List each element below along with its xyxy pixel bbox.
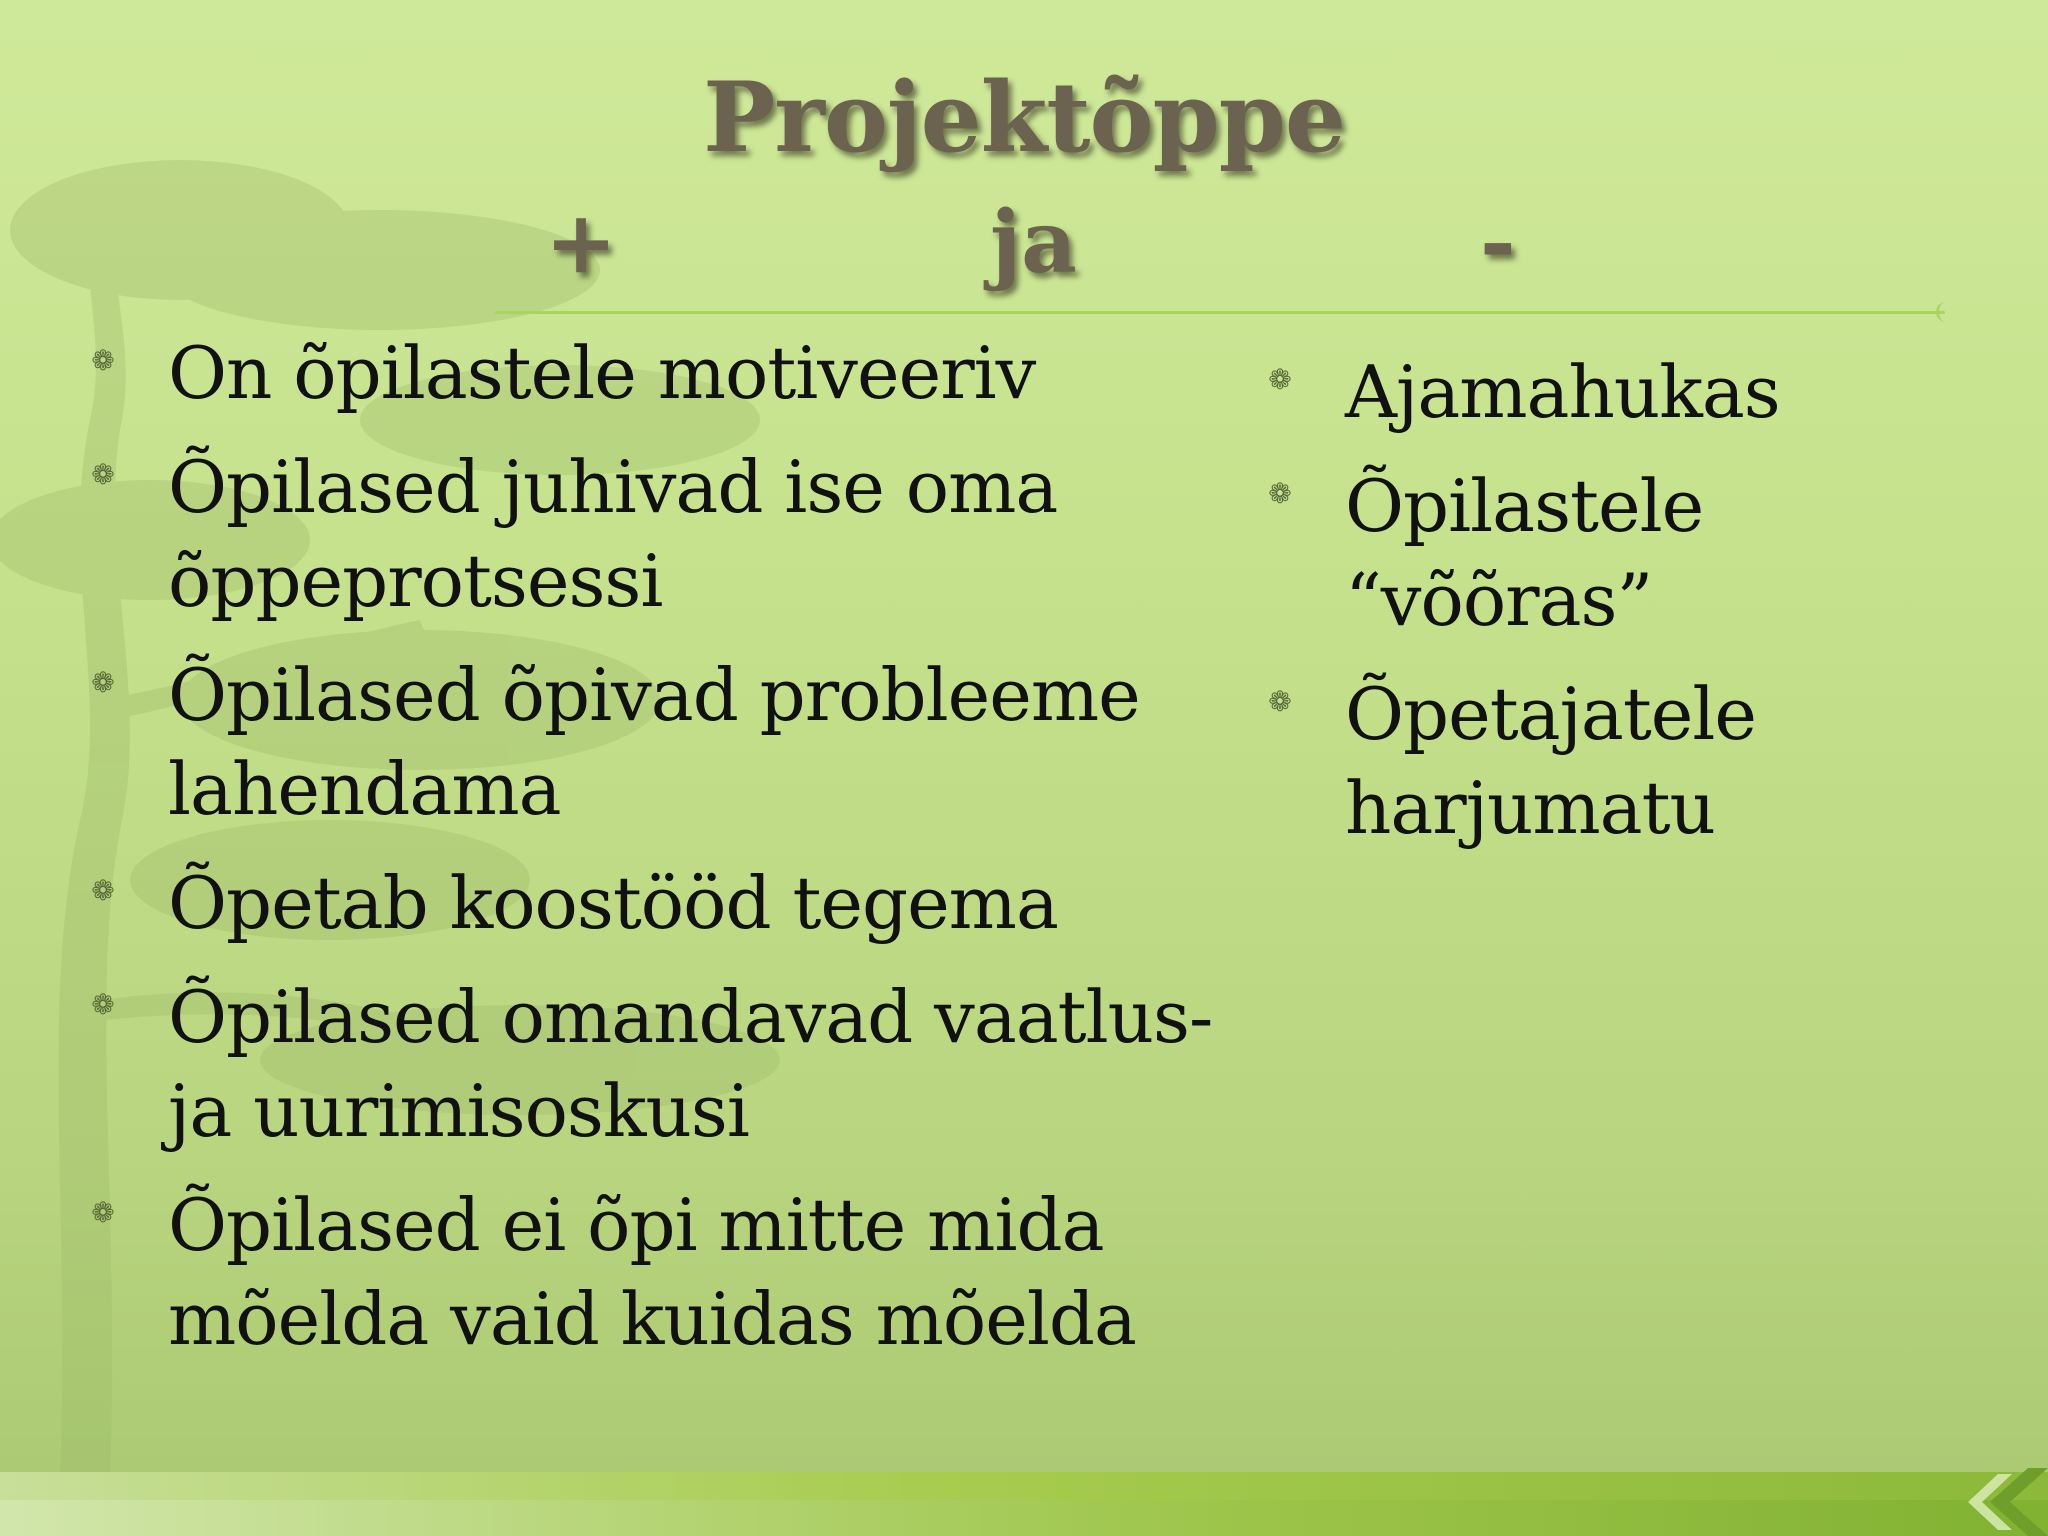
flower-bullet-icon: ❁ <box>1268 685 1292 718</box>
flower-bullet-icon: ❁ <box>91 874 115 907</box>
disadvantage-text: Ajamahukas <box>1345 350 1780 434</box>
flower-bullet-icon: ❁ <box>1268 363 1292 396</box>
advantage-text: On õpilastele motiveeriv <box>168 331 1036 415</box>
advantage-text: Õpetab koostööd tegema <box>168 861 1058 945</box>
bottom-decor-band-inner <box>0 1500 2048 1536</box>
slide-title: Projektõppe <box>703 61 1345 174</box>
list-item <box>88 326 1228 420</box>
flower-bullet-icon: ❁ <box>91 458 115 491</box>
disadvantage-text: Õpetajatele harjumatu <box>1345 672 1757 850</box>
disadvantages-list <box>1265 345 2025 875</box>
flower-bullet-icon: ❁ <box>91 666 115 699</box>
title-conjunction: ja <box>990 192 1077 293</box>
advantage-text: Õpilased juhivad ise oma õppeprotsessi <box>168 445 1058 623</box>
list-item <box>1265 345 2025 439</box>
advantage-text: Õpilased ei õpi mitte mida mõelda vaid kuidas mõelda <box>168 1183 1136 1361</box>
advantage-text: Õpilased õpivad probleeme lahendama <box>168 653 1140 831</box>
minus-heading: - <box>1480 192 1516 293</box>
list-item <box>88 440 1228 628</box>
title-divider <box>495 311 1945 314</box>
list-item <box>1265 459 2025 647</box>
plus-heading: + <box>545 192 618 293</box>
list-item <box>88 1178 1228 1366</box>
list-item <box>88 648 1228 836</box>
list-item <box>1265 667 2025 855</box>
chevron-arrows-icon <box>1928 1468 2048 1536</box>
disadvantage-text: Õpilastele “võõras” <box>1345 464 1704 642</box>
advantages-list <box>88 326 1228 1386</box>
advantage-text: Õpilased omandavad vaatlus- ja uurimisoskusi <box>168 975 1213 1153</box>
list-item <box>88 970 1228 1158</box>
flower-bullet-icon: ❁ <box>91 344 115 377</box>
title-divider-cap <box>1936 302 1947 322</box>
flower-bullet-icon: ❁ <box>91 1196 115 1229</box>
flower-bullet-icon: ❁ <box>91 988 115 1021</box>
flower-bullet-icon: ❁ <box>1268 477 1292 510</box>
list-item <box>88 856 1228 950</box>
